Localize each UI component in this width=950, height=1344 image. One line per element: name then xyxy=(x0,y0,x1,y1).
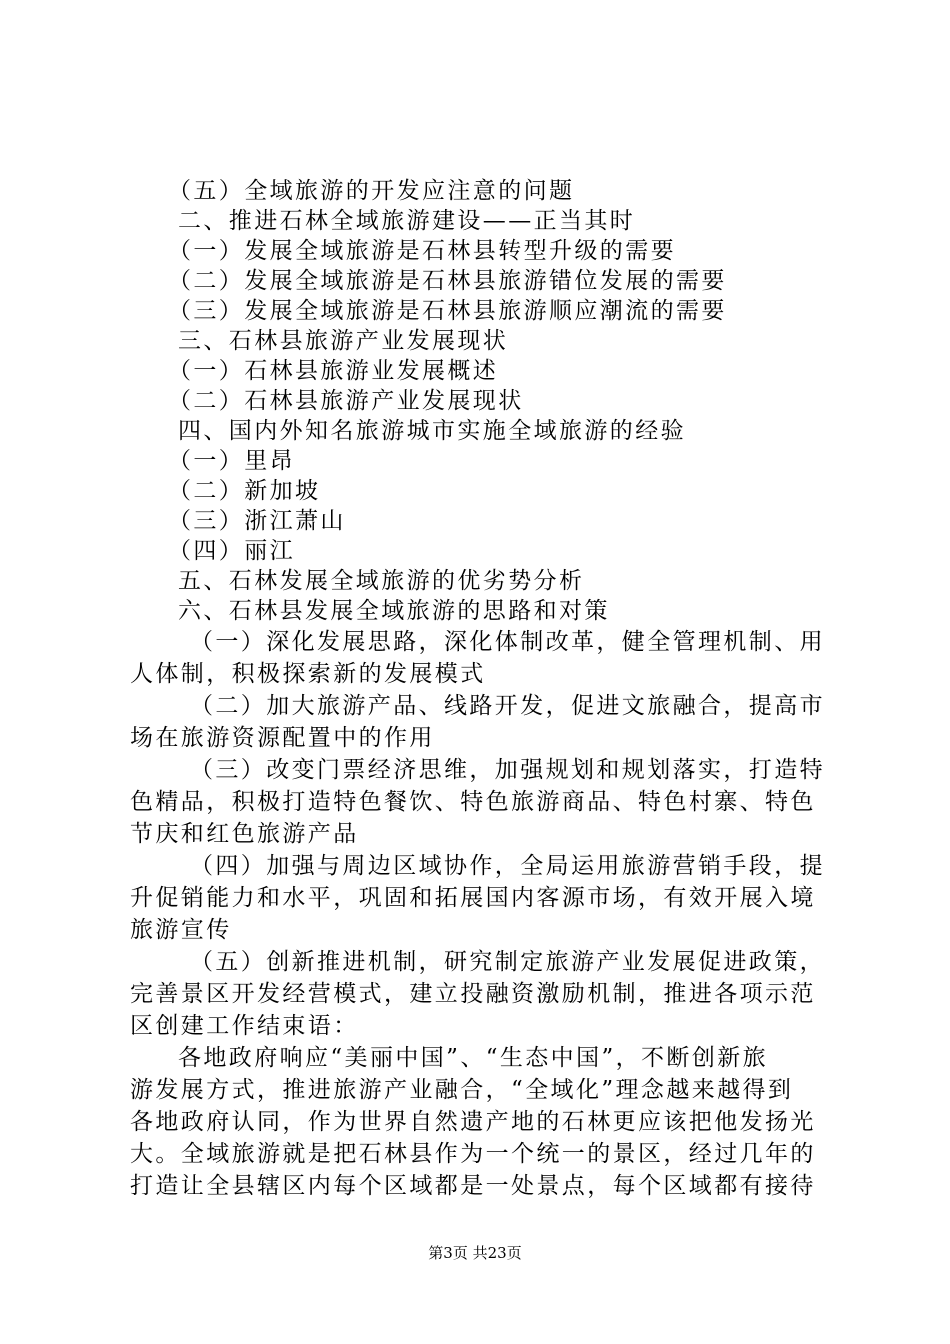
text-line: （二）石林县旅游产业发展现状 xyxy=(168,388,524,414)
text-line: 旅游宣传 xyxy=(130,917,232,943)
text-line: 色精品，积极打造特色餐饮、特色旅游商品、特色村寨、特色 xyxy=(130,789,816,815)
text-line: （一）深化发展思路，深化体制改革，健全管理机制、用 xyxy=(190,629,825,655)
text-line: （三）改变门票经济思维，加强规划和规划落实，打造特 xyxy=(190,757,825,783)
text-line: （五）全域旅游的开发应注意的问题 xyxy=(168,178,575,204)
text-line: 游发展方式，推进旅游产业融合，“全域化”理念越来越得到 xyxy=(130,1077,794,1103)
text-line: （三）浙江萧山 xyxy=(168,508,346,534)
text-line: 区创建工作结束语： xyxy=(130,1013,359,1039)
text-line: 场在旅游资源配置中的作用 xyxy=(130,725,435,751)
text-line: 升促销能力和水平，巩固和拓展国内客源市场，有效开展入境 xyxy=(130,885,816,911)
section-heading: 四、国内外知名旅游城市实施全域旅游的经验 xyxy=(178,418,686,444)
text-line: 大。全域旅游就是把石林县作为一个统一的景区，经过几年的 xyxy=(130,1141,816,1167)
text-line: 人体制，积极探索新的发展模式 xyxy=(130,661,486,687)
text-line: 各地政府响应“美丽中国”、“生态中国”，不断创新旅 xyxy=(178,1045,769,1071)
text-line: 各地政府认同，作为世界自然遗产地的石林更应该把他发扬光 xyxy=(130,1109,816,1135)
text-line: （四）加强与周边区域协作，全局运用旅游营销手段，提 xyxy=(190,853,825,879)
text-line: 节庆和红色旅游产品 xyxy=(130,821,359,847)
text-line: （四）丽江 xyxy=(168,538,295,564)
section-heading: 二、推进石林全域旅游建设——正当其时 xyxy=(178,208,636,234)
section-heading: 五、石林发展全域旅游的优劣势分析 xyxy=(178,568,585,594)
section-heading: 三、石林县旅游产业发展现状 xyxy=(178,328,509,354)
page-footer: 第3页 共23页 xyxy=(428,1244,522,1262)
text-line: （一）发展全域旅游是石林县转型升级的需要 xyxy=(168,238,676,264)
text-line: （二）发展全域旅游是石林县旅游错位发展的需要 xyxy=(168,268,727,294)
text-line: （一）石林县旅游业发展概述 xyxy=(168,358,499,384)
text-line: （二）新加坡 xyxy=(168,478,321,504)
text-line: （三）发展全域旅游是石林县旅游顺应潮流的需要 xyxy=(168,298,727,324)
text-line: （五）创新推进机制，研究制定旅游产业发展促进政策， xyxy=(190,949,825,975)
text-line: 完善景区开发经营模式，建立投融资激励机制，推进各项示范 xyxy=(130,981,816,1007)
text-line: 打造让全县辖区内每个区域都是一处景点，每个区域都有接待 xyxy=(130,1173,816,1199)
text-line: （二）加大旅游产品、线路开发，促进文旅融合，提高市 xyxy=(190,693,825,719)
section-heading: 六、石林县发展全域旅游的思路和对策 xyxy=(178,598,610,624)
text-line: （一）里昂 xyxy=(168,448,295,474)
